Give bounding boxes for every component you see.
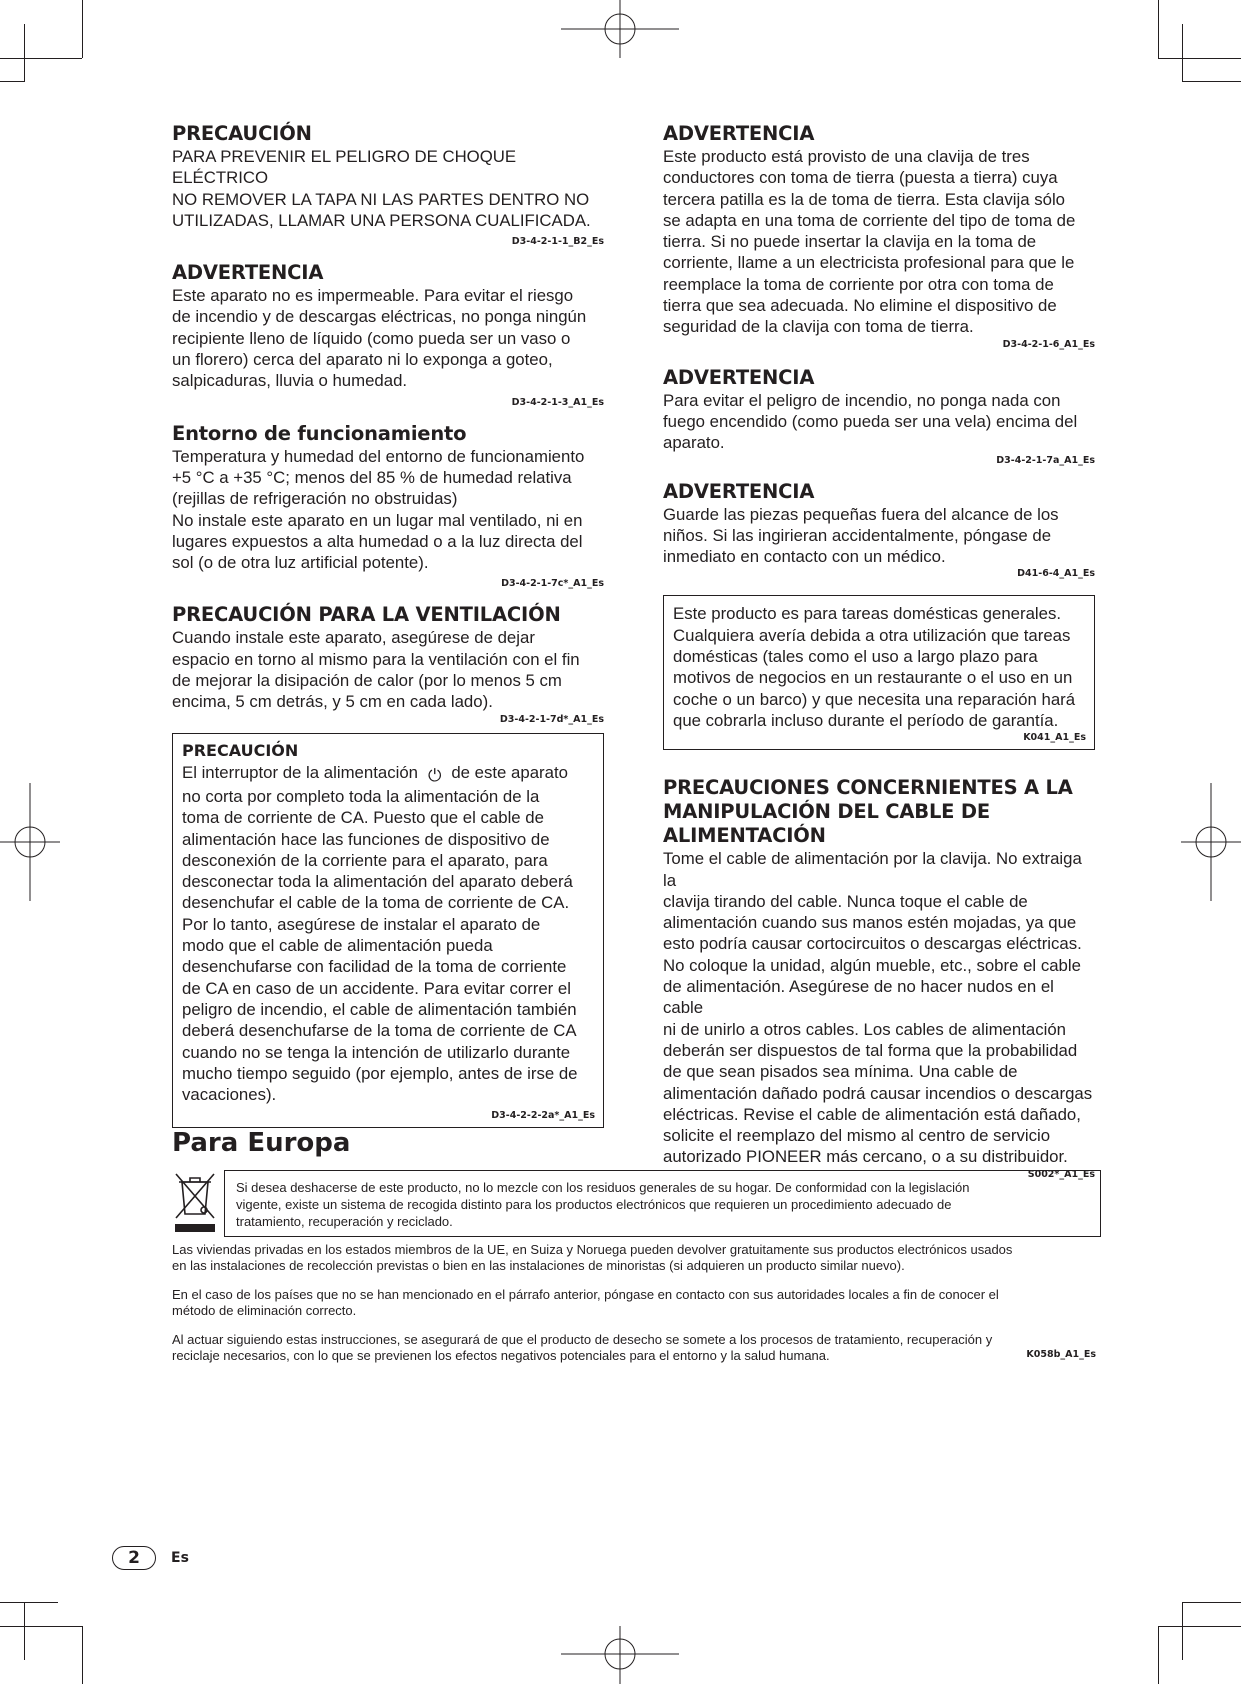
doc-code: D3-4-2-1-1_B2_Es <box>511 236 604 248</box>
line: NO REMOVER LA TAPA NI LAS PARTES DENTRO NO <box>172 189 590 209</box>
line: Para evitar el peligro de incendio, no ponga nada con <box>663 390 1061 410</box>
line: tierra que sea adecuada. No elimine el dispositivo de <box>663 296 1057 316</box>
line: sol (o de otra luz artificial potente). <box>172 553 429 573</box>
line: salpicaduras, lluvia o humedad. <box>172 371 408 391</box>
line: Cualquiera avería debida a otra utilización que tareas <box>673 625 1071 645</box>
power-caution-box <box>172 733 604 1129</box>
language-code: Es <box>171 1550 189 1566</box>
line: ni de unirlo a otros cables. Los cables de alimentación <box>663 1019 1066 1039</box>
line: seguridad de la clavija con toma de tierra. <box>663 317 974 337</box>
line: Guarde las piezas pequeñas fuera del alcance de los <box>663 504 1059 524</box>
line-part: de este aparato <box>451 762 568 782</box>
line: niños. Si las ingirieran accidentalmente, póngase de <box>663 525 1052 545</box>
line: peligro de incendio, el cable de alimentación también <box>182 999 577 1019</box>
entorno-section <box>172 422 604 592</box>
line: de CA en caso de un accidente. Para evitar correr el <box>182 978 571 998</box>
line: Si desea deshacerse de este producto, no lo mezcle con los residuos generales de su hogar. De conformidad con la legislación <box>236 1180 970 1195</box>
line: esto podría causar cortocircuitos o descargas eléctricas. <box>663 934 1082 954</box>
line: mucho tiempo seguido (por ejemplo, antes de irse de <box>182 1063 578 1083</box>
doc-code: D3-4-2-1-7a_A1_Es <box>996 454 1095 466</box>
section-title: PRECAUCIONES CONCERNIENTES A LA <box>663 776 1073 800</box>
doc-code: D3-4-2-1-7d*_A1_Es <box>499 713 604 725</box>
page-number: 2 <box>112 1546 156 1570</box>
doc-code: S002*_A1_Es <box>1027 1168 1095 1180</box>
advertencia-fire-section <box>663 366 1095 468</box>
box-title: PRECAUCIÓN <box>182 740 299 760</box>
line <box>182 762 595 786</box>
line: tierra. Si no puede insertar la clavija en la toma de <box>663 232 1037 252</box>
right-column <box>663 122 1095 1194</box>
line: fuego encendido (como pueda ser una vela) encima del <box>663 411 1078 431</box>
section-title: ADVERTENCIA <box>663 479 815 503</box>
line: clavija tirando del cable. Nunca toque el cable de <box>663 891 1028 911</box>
line: Temperatura y humedad del entorno de funcionamiento <box>172 446 585 466</box>
line: Este producto está provisto de una clavija de tres <box>663 147 1030 166</box>
line: No coloque la unidad, algún mueble, etc., sobre el cable <box>663 955 1081 975</box>
europa-title: Para Europa <box>172 1128 351 1158</box>
precaucion-section <box>172 122 604 249</box>
line: modo que el cable de alimentación pueda <box>182 936 493 956</box>
domestic-use-box <box>663 595 1095 750</box>
section-title: PRECAUCIÓN PARA LA VENTILACIÓN <box>172 603 561 627</box>
line: domésticas (tales como el uso a largo plazo para <box>673 647 1038 667</box>
line: Este producto es para tareas domésticas generales. <box>673 604 1062 624</box>
line: vigente, existe un sistema de recogida distinto para los productos electrónicos que requieren un procedimiento adecuado de <box>236 1197 952 1212</box>
line: reciclaje necesarios, con lo que se previenen los efectos negativos potenciales para el entorno y la salud humana. <box>172 1348 830 1363</box>
line: de alimentación. Asegúrese de no hacer nudos en el cable <box>663 977 1054 1018</box>
line: Al actuar siguiendo estas instrucciones, se asegurará de que el producto de desecho se somete a los procesos de tratamiento, recuperación y <box>172 1332 993 1347</box>
line: se adapta en una toma de corriente del tipo de toma de <box>663 210 1076 230</box>
line: autorizado PIONEER más cercano, o a su distribuidor. <box>663 1147 1068 1167</box>
line: PARA PREVENIR EL PELIGRO DE CHOQUE ELÉCTRICO <box>172 147 517 188</box>
line: +5 °C a +35 °C; menos del 85 % de humedad relativa <box>172 467 572 487</box>
power-icon: ⏻ <box>428 765 442 785</box>
line: de mejorar la disipación de calor (por lo menos 5 cm <box>172 671 562 691</box>
line: tratamiento, recuperación y reciclado. <box>236 1214 453 1229</box>
line: corriente, llame a un electricista profesional para que le <box>663 253 1075 273</box>
doc-code: D41-6-4_A1_Es <box>1017 568 1095 580</box>
advertencia-ground-section <box>663 122 1095 352</box>
line: (rejillas de refrigeración no obstruidas) <box>172 489 458 509</box>
line: conductores con toma de tierra (puesta a tierra) cuya <box>663 168 1058 188</box>
line: que cobrarla incluso durante el período de garantía. <box>673 710 1059 730</box>
line: deberá desenchufarse de la toma de corriente de CA <box>182 1021 577 1041</box>
crossed-bin-icon <box>172 1170 218 1234</box>
section-title: MANIPULACIÓN DEL CABLE DE <box>663 800 990 824</box>
line: reemplace la toma de corriente por otra con toma de <box>663 274 1054 294</box>
line: Cuando instale este aparato, asegúrese de dejar <box>172 628 535 648</box>
ventilacion-section <box>172 603 604 726</box>
line: encima, 5 cm detrás, y 5 cm en cada lado). <box>172 692 493 712</box>
doc-code: D3-4-2-1-6_A1_Es <box>1002 338 1095 350</box>
line: aparato. <box>663 433 725 453</box>
line: cuando no se tenga la intención de utilizarlo durante <box>182 1042 571 1062</box>
line: vacaciones). <box>182 1085 277 1105</box>
line: tercera patilla es la de toma de tierra. Esta clavija sólo <box>663 189 1066 209</box>
doc-code: D3-4-2-1-7c*_A1_Es <box>501 578 604 590</box>
line: Las viviendas privadas en los estados miembros de la UE, en Suiza y Noruega pueden devolver gratuitamente sus productos electrónicos usados <box>172 1242 1013 1257</box>
line: eléctricas. Revise el cable de alimentación está dañado, <box>663 1104 1081 1124</box>
section-title: ADVERTENCIA <box>663 365 815 389</box>
line: alimentación hace las funciones de dispositivo de <box>182 829 550 849</box>
left-column <box>172 122 604 1128</box>
line: alimentación dañado podrá causar incendios o descargas <box>663 1083 1093 1103</box>
line: de incendio y de descargas eléctricas, no ponga ningún <box>172 307 587 327</box>
line: deberán ser dispuestos de tal forma que la probabilidad <box>663 1040 1078 1060</box>
line: Este aparato no es impermeable. Para evitar el riesgo <box>172 286 574 306</box>
section-title: ADVERTENCIA <box>663 122 815 145</box>
line: coche o un barco) y que necesita una reparación hará <box>673 689 1076 709</box>
line: espacio en torno al mismo para la ventilación con el fin <box>172 649 580 669</box>
line: toma de corriente de CA. Puesto que el cable de <box>182 808 544 828</box>
line: En el caso de los países que no se han mencionado en el párrafo anterior, póngase en contacto con sus autoridades locales a fin de conocer el <box>172 1287 999 1302</box>
section-title: ADVERTENCIA <box>172 261 324 285</box>
line: Tome el cable de alimentación por la clavija. No extraiga la <box>663 849 1082 890</box>
line: desconectar toda la alimentación del aparato deberá <box>182 872 573 892</box>
line: en las instalaciones de recolección previstas o bien en las instalaciones de minoristas (si adquieren un producto similar nuevo). <box>172 1258 905 1273</box>
weee-box <box>224 1170 1101 1237</box>
europa-paragraphs <box>172 1242 1096 1364</box>
line-part: El interruptor de la alimentación <box>182 762 418 782</box>
line: un florero) cerca del aparato ni lo exponga a goteo, <box>172 350 553 370</box>
line: Por lo tanto, asegúrese de instalar el aparato de <box>182 914 541 934</box>
line: recipiente lleno de líquido (como pueda ser un vaso o <box>172 328 571 348</box>
line: método de eliminación correcto. <box>172 1303 357 1318</box>
doc-code: K041_A1_Es <box>1023 732 1086 744</box>
line: UTILIZADAS, LLAMAR UNA PERSONA CUALIFICADA. <box>172 210 591 230</box>
section-title: PRECAUCIÓN <box>172 122 312 145</box>
line: no corta por completo toda la alimentación de la <box>182 786 540 806</box>
line: solicite el reemplazo del mismo al centro de servicio <box>663 1126 1051 1146</box>
section-title: Entorno de funcionamiento <box>172 421 467 445</box>
line: desenchufarse con facilidad de la toma de corriente <box>182 957 567 977</box>
line: lugares expuestos a alta humedad o a la luz directa del <box>172 531 583 551</box>
line: inmediato en contacto con un médico. <box>663 547 946 567</box>
section-title: ALIMENTACIÓN <box>663 824 826 848</box>
line: de que sean pisados sea mínima. Una cable de <box>663 1062 1018 1082</box>
doc-code: D3-4-2-2-2a*_A1_Es <box>491 1110 595 1122</box>
line: motivos de negocios en un restaurante o el uso en un <box>673 668 1073 688</box>
line: desenchufar el cable de la toma de corriente de CA. <box>182 893 570 913</box>
line: No instale este aparato en un lugar mal ventilado, ni en <box>172 510 583 530</box>
line: alimentación cuando sus manos estén mojadas, ya que <box>663 913 1077 933</box>
advertencia-parts-section <box>663 480 1095 582</box>
advertencia-water-section <box>172 261 604 409</box>
line: desconexión de la corriente para el aparato, para <box>182 850 548 870</box>
doc-code: K058b_A1_Es <box>1026 1349 1096 1360</box>
cable-handling-section <box>663 776 1095 1181</box>
doc-code: D3-4-2-1-3_A1_Es <box>511 396 604 408</box>
